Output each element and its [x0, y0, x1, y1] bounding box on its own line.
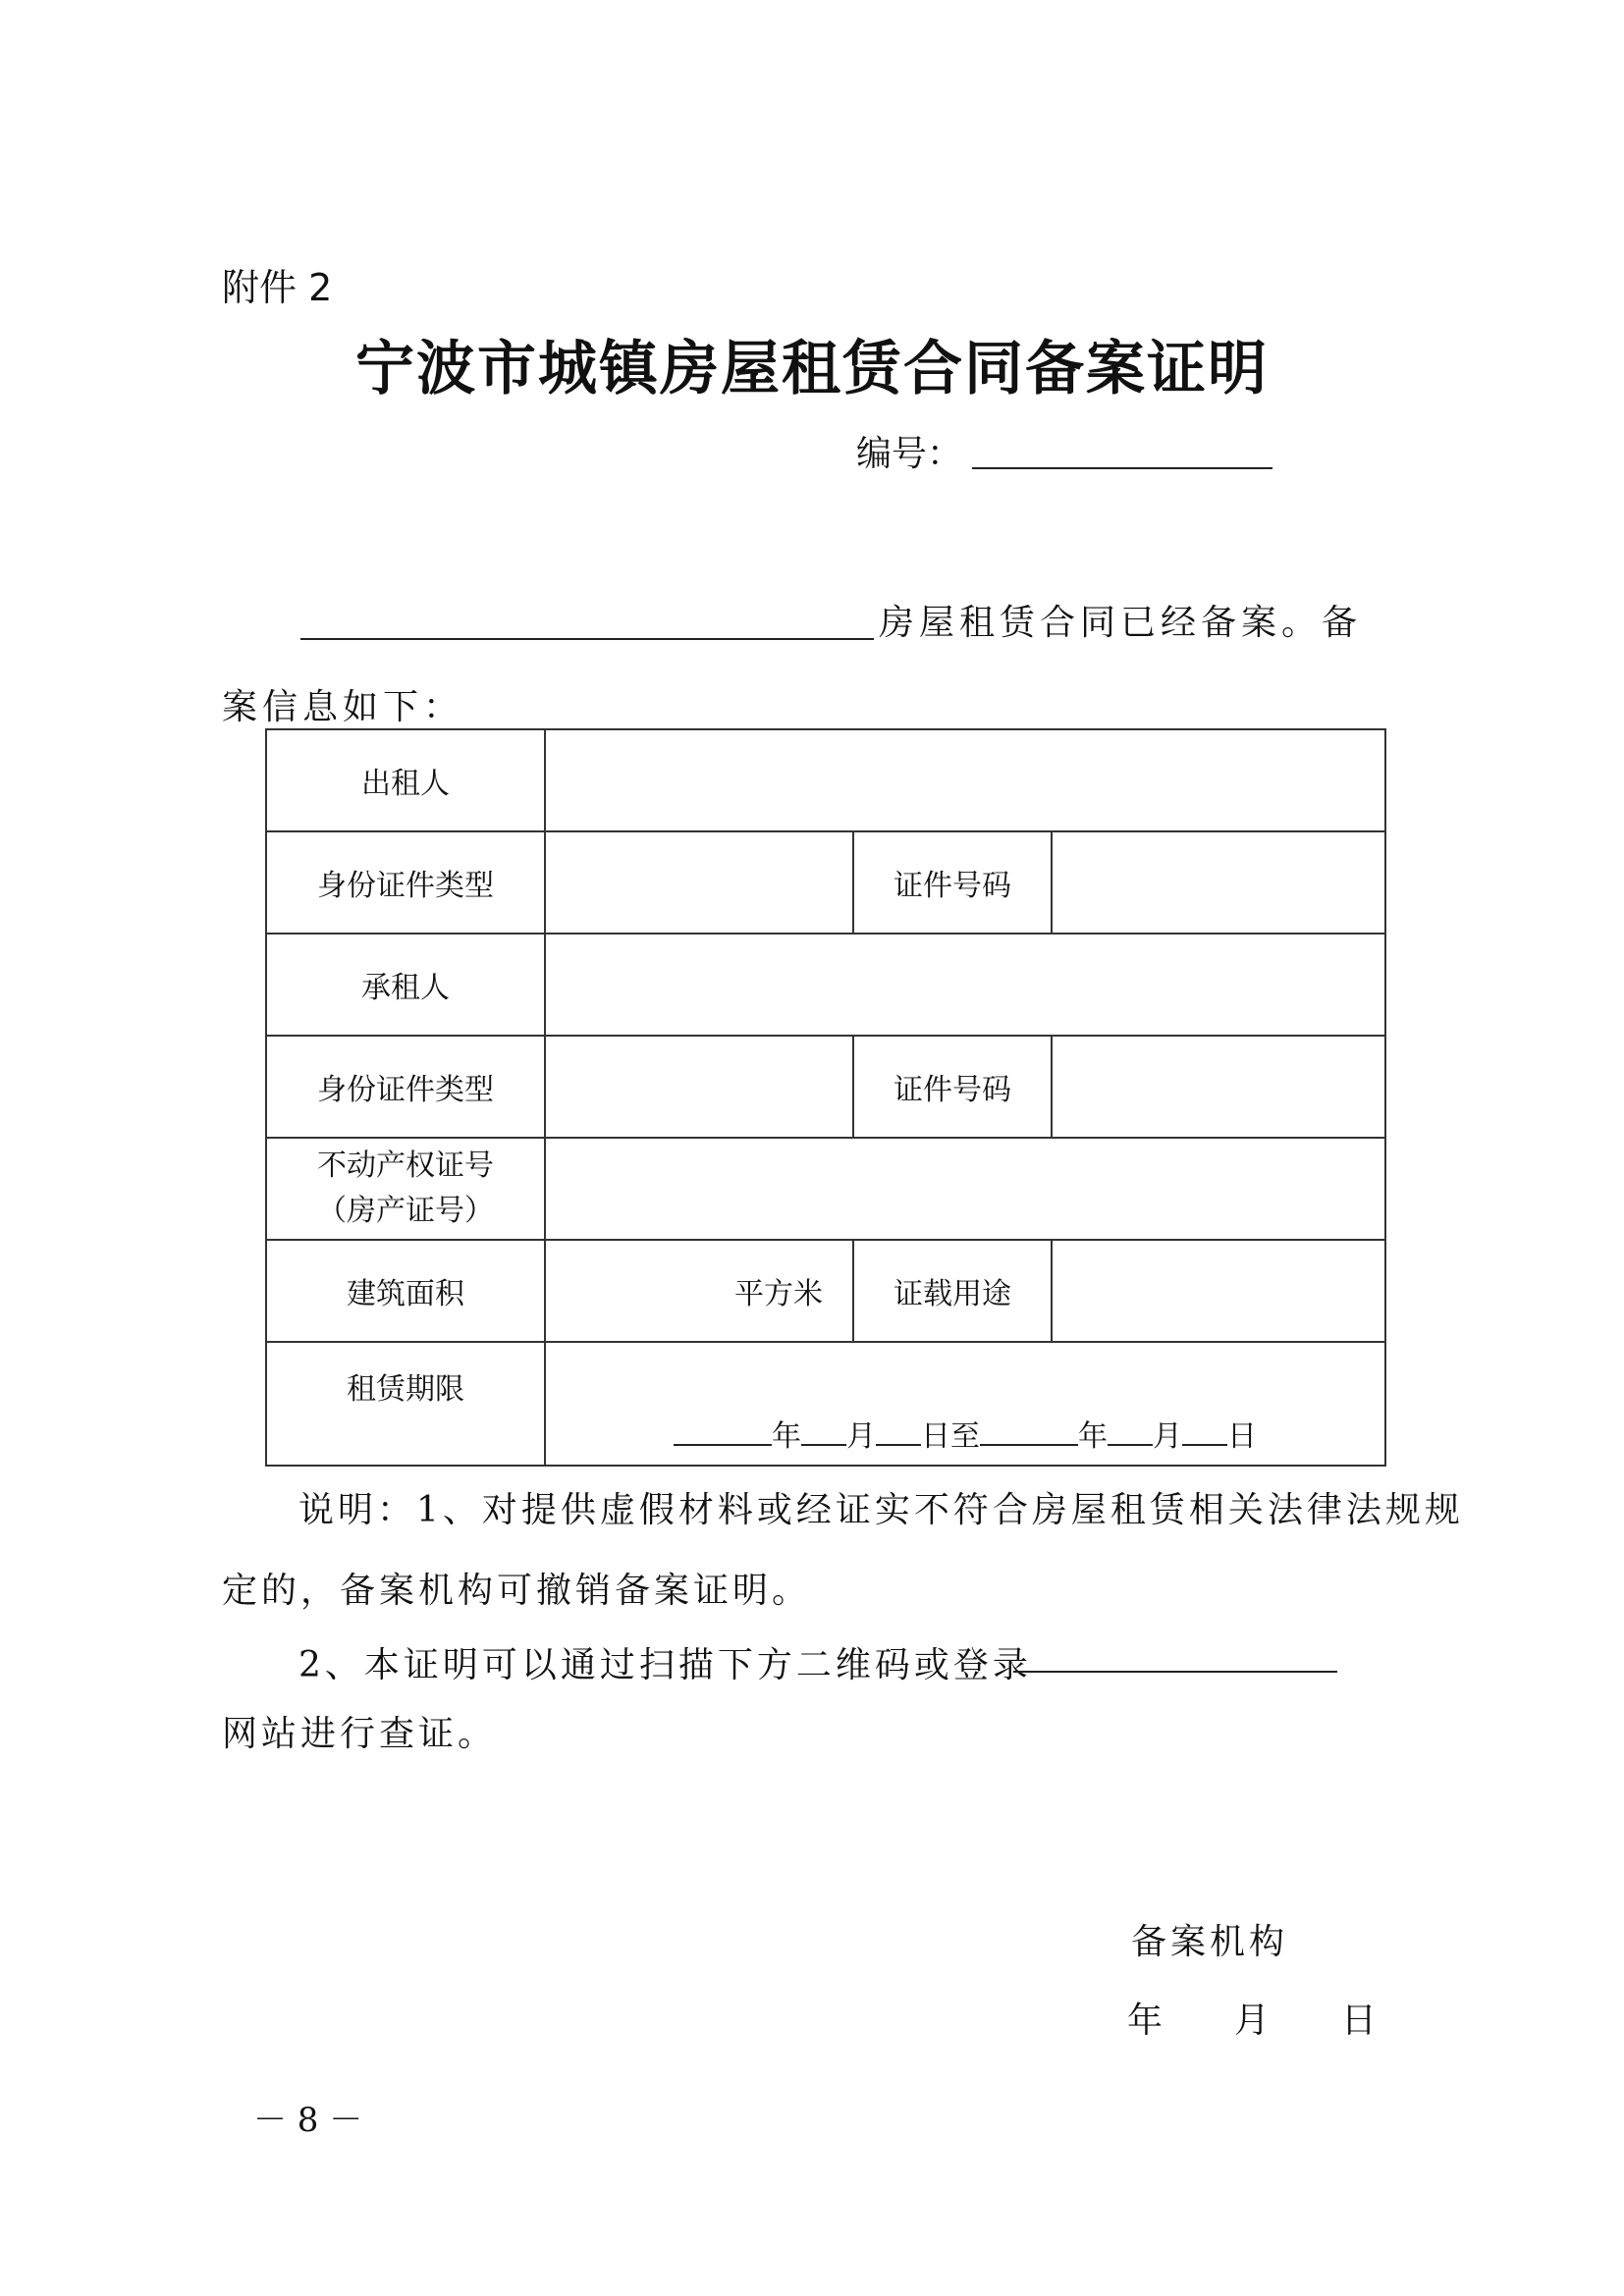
lease-term-label: 租赁期限 [266, 1342, 545, 1466]
lease-term-value [545, 1342, 1385, 1466]
end-year-blank [980, 1416, 1078, 1446]
filing-agency-label: 备案机构 [1131, 1922, 1289, 1962]
filed-statement-continued: 案信息如下： [222, 687, 464, 727]
property-cert-value [545, 1138, 1385, 1240]
floor-area-label: 建筑面积 [266, 1240, 545, 1342]
end-year-unit: 年 [1078, 1419, 1108, 1454]
lessor-id-type-label: 身份证件类型 [266, 831, 545, 934]
number-blank-line [972, 467, 1272, 469]
start-year-unit: 年 [772, 1419, 801, 1454]
signature-day: 日 [1340, 2001, 1377, 2041]
lessor-label: 出租人 [266, 729, 545, 831]
lessee-value [545, 934, 1385, 1036]
end-month-blank [1108, 1416, 1153, 1446]
property-cert-label-line1: 不动产权证号 [317, 1148, 494, 1183]
lessor-id-number-value [1052, 831, 1385, 934]
document-title: 宁波市城镇房屋租赁合同备案证明 [355, 335, 1269, 403]
lessor-id-number-label: 证件号码 [853, 831, 1052, 934]
lessor-id-type-value [545, 831, 853, 934]
filed-statement: 房屋租赁合同已经备案。备 [879, 603, 1363, 643]
end-day-unit: 日 [1227, 1419, 1257, 1454]
signature-year: 年 [1127, 2001, 1164, 2041]
note-2-line-2: 网站进行查证。 [222, 1714, 498, 1754]
end-day-blank [1182, 1416, 1227, 1446]
start-day-unit: 日至 [921, 1419, 980, 1454]
number-label: 编号： [856, 434, 963, 474]
lessee-label: 承租人 [266, 934, 545, 1036]
note-1-line-2: 定的，备案机构可撤销备案证明。 [222, 1571, 812, 1611]
table-row [266, 831, 1385, 934]
property-cert-label-line2: （房产证号） [317, 1194, 494, 1228]
property-blank-line [300, 638, 874, 640]
lessee-id-number-value [1052, 1036, 1385, 1138]
website-blank-line [1013, 1671, 1337, 1673]
area-unit: 平方米 [734, 1277, 823, 1311]
page-number: － 8 － [253, 2101, 363, 2140]
table-row [266, 1036, 1385, 1138]
table-row [266, 729, 1385, 831]
table-row [266, 1342, 1385, 1466]
attachment-label: 附件 2 [222, 266, 333, 309]
usage-value [1052, 1240, 1385, 1342]
start-day-blank [876, 1416, 921, 1446]
table-row [266, 1138, 1385, 1240]
end-month-unit: 月 [1153, 1419, 1182, 1454]
property-cert-label [266, 1138, 545, 1240]
note-2-line-1: 2、本证明可以通过扫描下方二维码或登录 [298, 1645, 1032, 1685]
usage-label: 证载用途 [853, 1240, 1052, 1342]
filing-info-table [265, 728, 1386, 1467]
lessee-id-type-value [545, 1036, 853, 1138]
signature-month: 月 [1233, 2001, 1270, 2041]
lessee-id-number-label: 证件号码 [853, 1036, 1052, 1138]
table-row [266, 934, 1385, 1036]
start-month-unit: 月 [846, 1419, 876, 1454]
table-row [266, 1240, 1385, 1342]
lessee-id-type-label: 身份证件类型 [266, 1036, 545, 1138]
start-month-blank [801, 1416, 846, 1446]
note-1-line-1: 说明：1、对提供虚假材料或经证实不符合房屋租赁相关法律法规规 [298, 1490, 1464, 1530]
floor-area-value [545, 1240, 853, 1342]
start-year-blank [674, 1416, 772, 1446]
lessor-value [545, 729, 1385, 831]
signature-date [1127, 1993, 1377, 2043]
